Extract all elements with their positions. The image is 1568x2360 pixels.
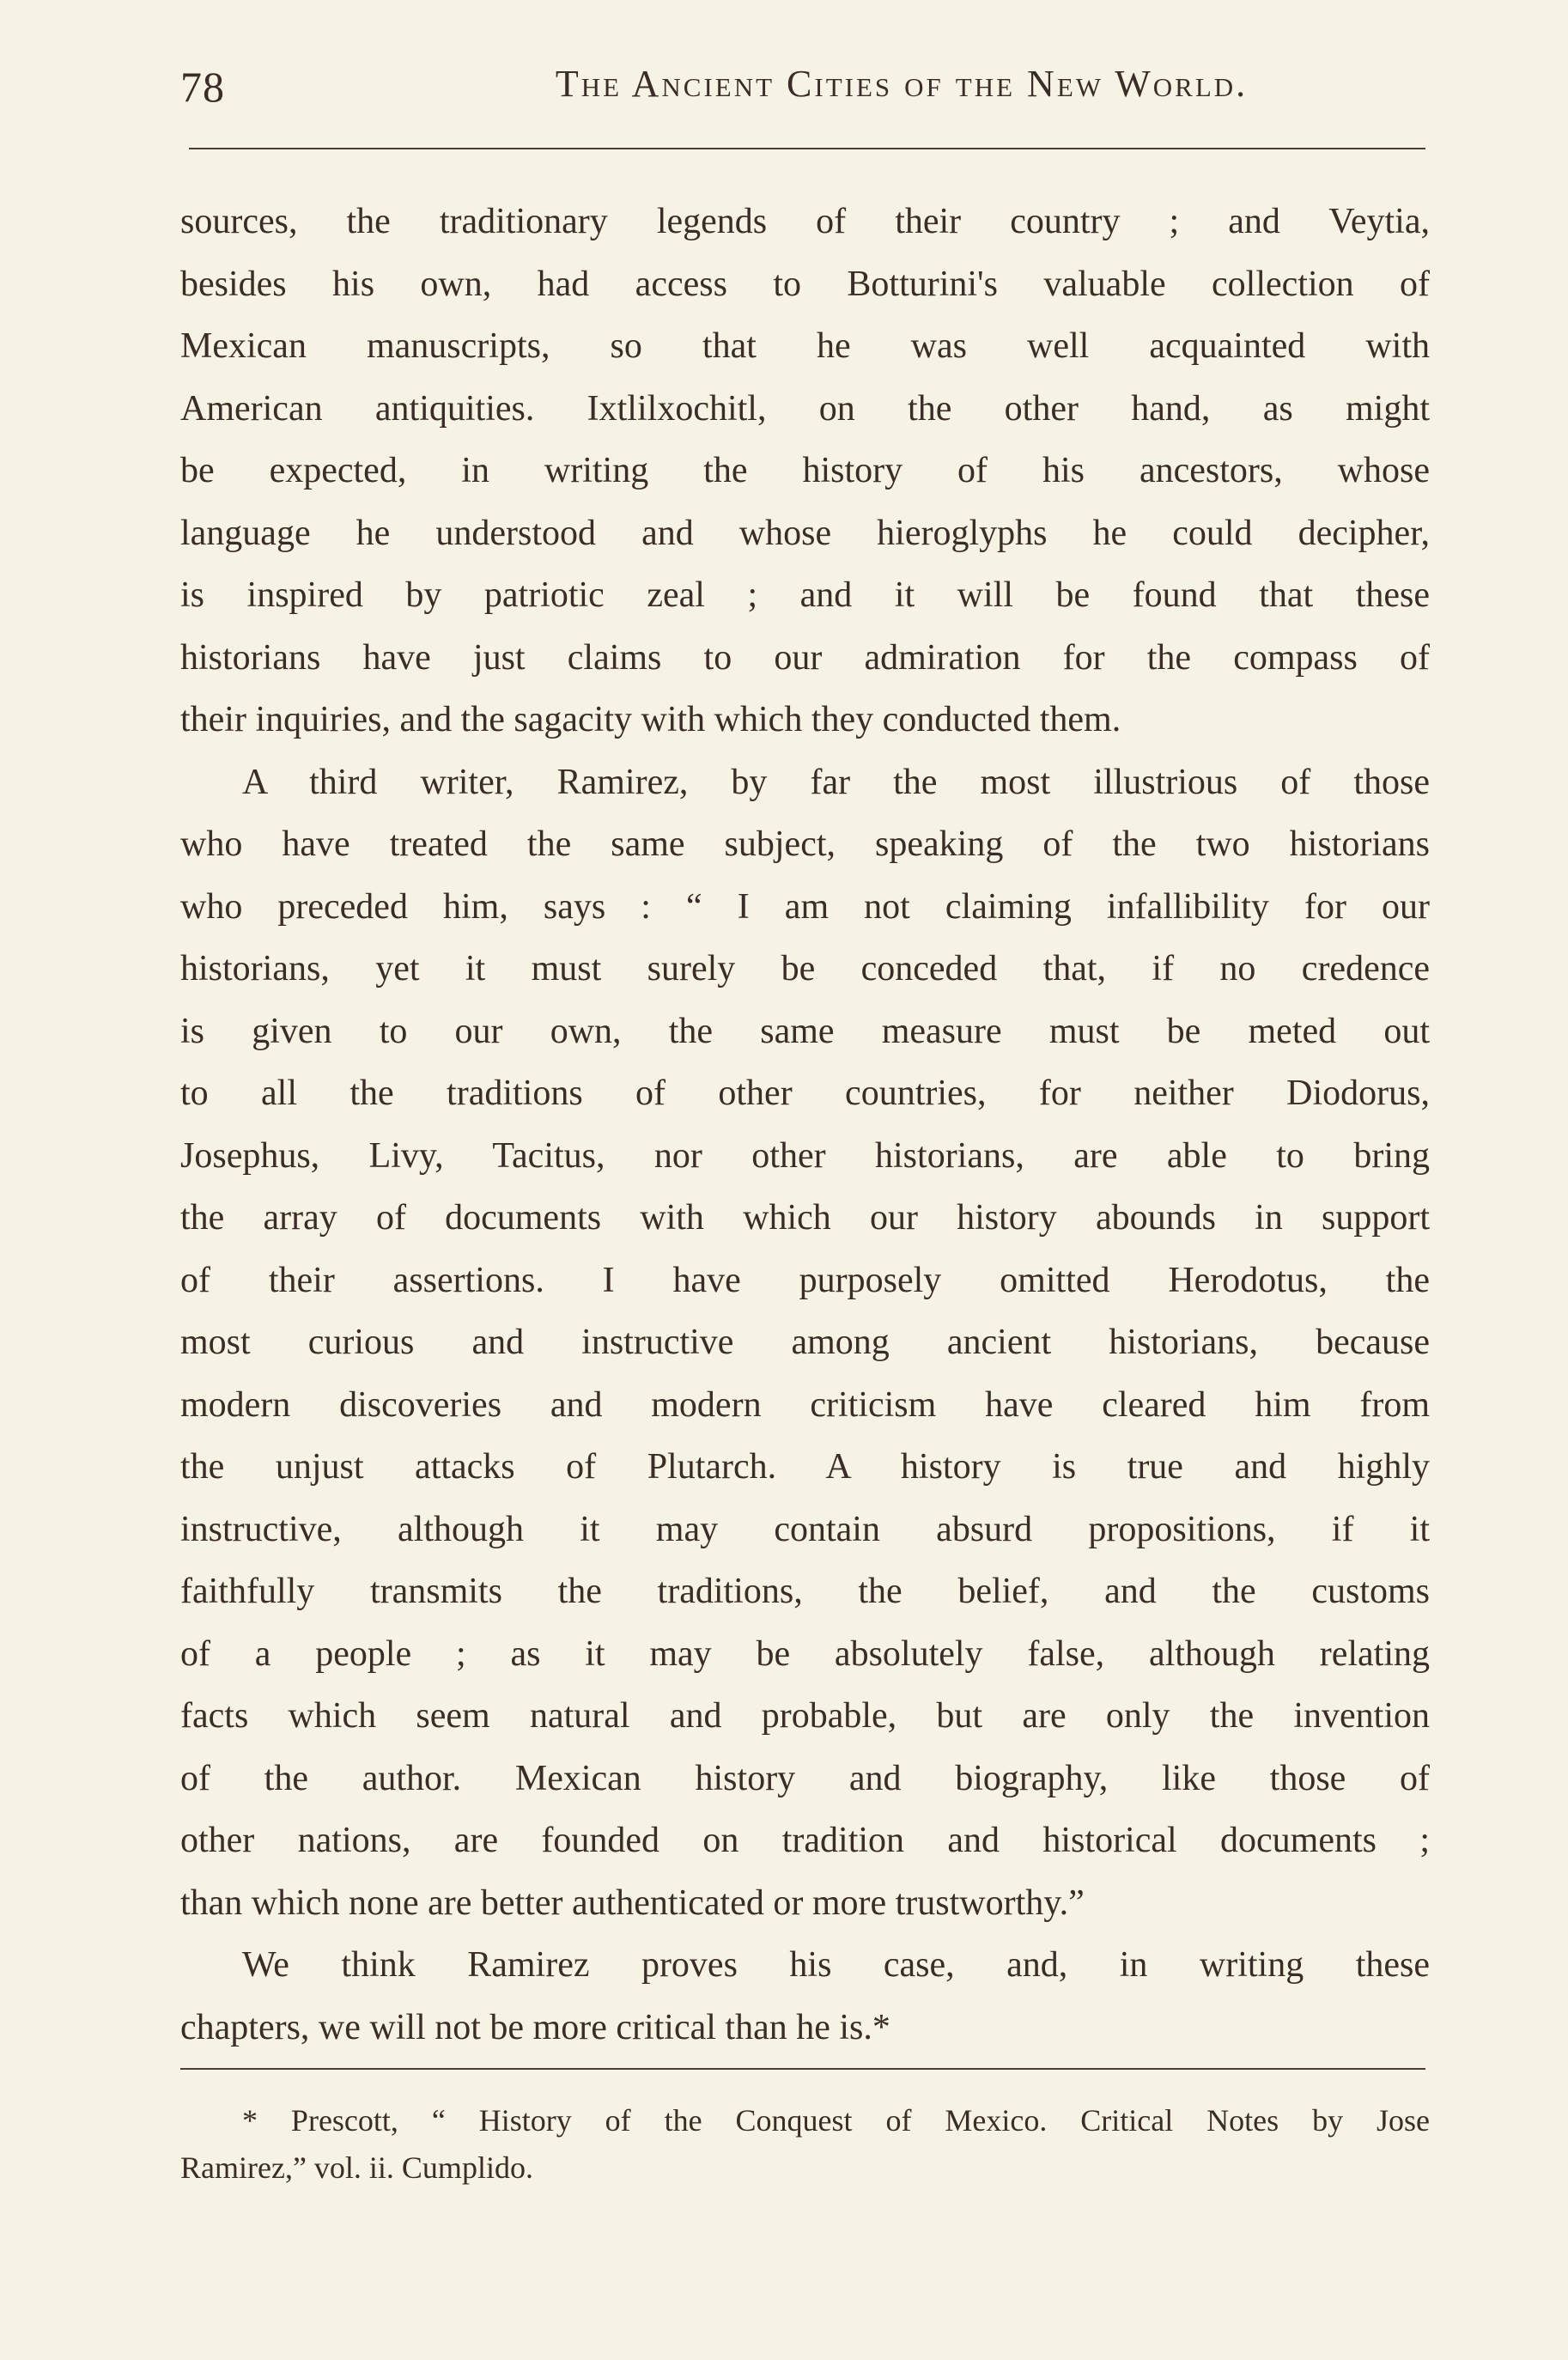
- footnote-line: Ramirez,” vol. ii. Cumplido.: [180, 2150, 533, 2185]
- footnote-line: * Prescott, “ History of the Conquest of Mexico. Critical Notes by Jose: [242, 2103, 1430, 2138]
- header-rule: [189, 148, 1425, 149]
- text-line: facts which seem natural and probable, but are only the invention: [180, 1696, 1430, 1736]
- running-title: The Ancient Cities of the New World.: [555, 63, 1249, 105]
- text-line: who preceded him, says : “ I am not claiming infallibility for our: [180, 886, 1430, 927]
- text-line: is given to our own, the same measure must be meted out: [180, 1011, 1430, 1051]
- text-line: to all the traditions of other countries, for neither Diodorus,: [180, 1074, 1430, 1113]
- text-line: American antiquities. Ixtlilxochitl, on the other hand, as might: [180, 388, 1430, 429]
- text-line: besides his own, had access to Botturini's valuable collection of: [180, 264, 1430, 304]
- text-line: chapters, we will not be more critical than he is.*: [180, 2007, 890, 2047]
- text-line: A third writer, Ramirez, by far the most illustrious of those: [242, 762, 1430, 802]
- text-line: modern discoveries and modern criticism have cleared him from: [180, 1384, 1430, 1425]
- text-line: most curious and instructive among ancient historians, because: [180, 1323, 1430, 1362]
- text-line: Mexican manuscripts, so that he was well acquainted with: [180, 326, 1430, 366]
- text-line: their inquiries, and the sagacity with which they conducted them.: [180, 700, 1121, 739]
- text-line: We think Ramirez proves his case, and, in writing these: [242, 1945, 1430, 1985]
- text-line: historians have just claims to our admiration for the compass of: [180, 637, 1430, 678]
- text-line: is inspired by patriotic zeal ; and it will be found that these: [180, 575, 1430, 615]
- text-line: of the author. Mexican history and biography, like those of: [180, 1758, 1430, 1798]
- text-line: be expected, in writing the history of his ancestors, whose: [180, 451, 1430, 490]
- footnote-rule: [180, 2068, 1425, 2070]
- page-header: [180, 62, 1425, 131]
- text-line: historians, yet it must surely be conceded that, if no credence: [180, 949, 1430, 988]
- text-line: than which none are better authenticated or more trustworthy.”: [180, 1883, 1085, 1923]
- page-number: 78: [180, 63, 225, 111]
- footnote: [180, 2097, 1430, 2192]
- text-line: the unjust attacks of Plutarch. A history is true and highly: [180, 1447, 1430, 1487]
- text-line: of their assertions. I have purposely omitted Herodotus, the: [180, 1260, 1430, 1300]
- text-line: of a people ; as it may be absolutely false, although relating: [180, 1633, 1430, 1674]
- text-line: faithfully transmits the traditions, the belief, and the customs: [180, 1572, 1430, 1611]
- text-line: language he understood and whose hieroglyphs he could decipher,: [180, 513, 1430, 553]
- text-line: Josephus, Livy, Tacitus, nor other historians, are able to bring: [180, 1135, 1430, 1176]
- text-line: sources, the traditionary legends of their country ; and Veytia,: [180, 202, 1430, 241]
- text-line: instructive, although it may contain absurd propositions, if it: [180, 1509, 1430, 1549]
- body-text: [180, 191, 1430, 2059]
- text-line: other nations, are founded on tradition and historical documents ;: [180, 1821, 1430, 1860]
- text-line: who have treated the same subject, speaking of the two historians: [180, 824, 1430, 864]
- text-line: the array of documents with which our history abounds in support: [180, 1198, 1430, 1238]
